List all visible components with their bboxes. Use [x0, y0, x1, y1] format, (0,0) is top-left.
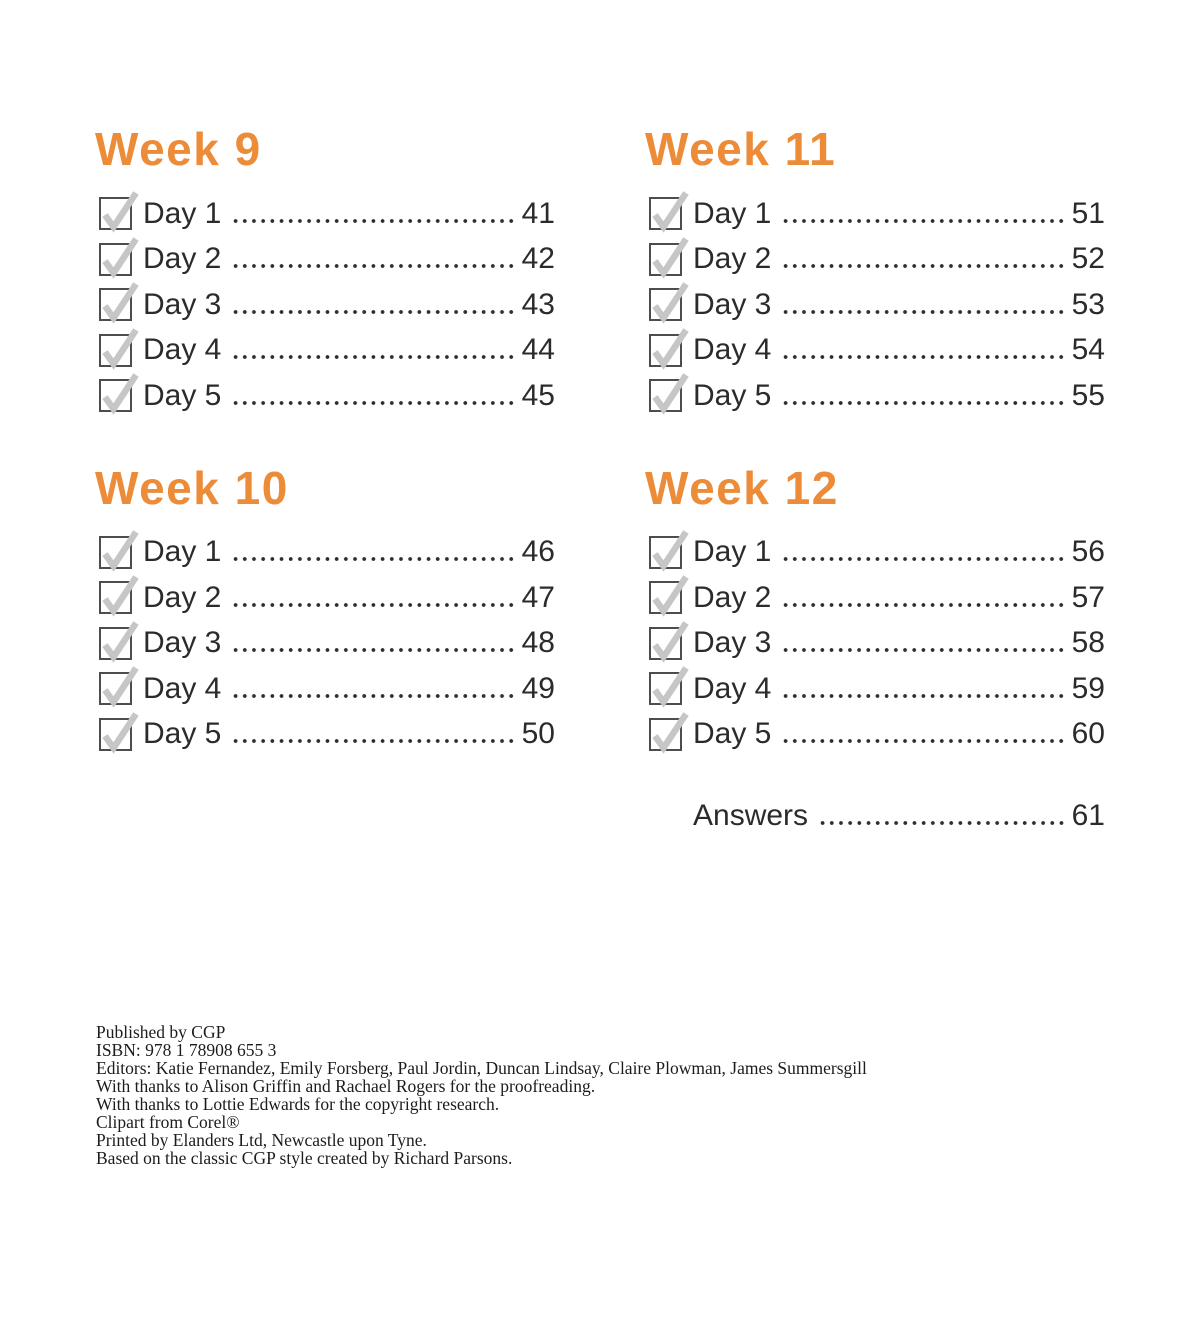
- entry-page: 54: [1071, 333, 1105, 367]
- toc-entry: [645, 191, 1105, 237]
- footer-editors: Editors: Katie Fernandez, Emily Forsberg, Paul Jordin, Duncan Lindsay, Claire Plowman, James Summersgill: [96, 1058, 867, 1078]
- dotted-leader: [231, 625, 517, 661]
- checkmark-icon: [649, 234, 691, 280]
- dotted-leader: [231, 580, 517, 616]
- answers-label: Answers: [693, 798, 809, 832]
- toc-entry: [645, 621, 1105, 667]
- checkbox-icon[interactable]: [649, 379, 682, 412]
- entry-label: Day 4: [693, 333, 772, 367]
- toc-entry: [645, 237, 1105, 283]
- entry-page: 47: [521, 580, 555, 614]
- footer-style-credit: Based on the classic CGP style created by Richard Parsons.: [96, 1148, 513, 1168]
- checkbox-icon[interactable]: [649, 581, 682, 614]
- checkbox-icon[interactable]: [649, 197, 682, 230]
- entry-page: 55: [1071, 378, 1105, 412]
- toc-entry: [95, 666, 555, 712]
- entry-page: 59: [1071, 671, 1105, 705]
- entry-label: Day 2: [143, 242, 222, 276]
- table-of-contents: [95, 123, 1105, 839]
- toc-entry: [645, 373, 1105, 419]
- checkmark-icon: [99, 663, 141, 709]
- checkmark-icon: [99, 188, 141, 234]
- checkmark-icon: [99, 572, 141, 618]
- checkmark-icon: [99, 709, 141, 755]
- entry-page: 51: [1071, 196, 1105, 230]
- checkbox-icon[interactable]: [99, 581, 132, 614]
- dotted-leader: [231, 241, 517, 277]
- entry-page: 48: [521, 626, 555, 660]
- checkmark-icon: [649, 325, 691, 371]
- checkmark-icon: [649, 663, 691, 709]
- footer-isbn: ISBN: 978 1 78908 655 3: [96, 1040, 277, 1060]
- checkbox-icon[interactable]: [99, 718, 132, 751]
- entry-page: 53: [1071, 287, 1105, 321]
- section-title-week-11: Week 11: [645, 123, 837, 175]
- checkbox-icon[interactable]: [649, 536, 682, 569]
- footer-publisher: Published by CGP: [96, 1022, 226, 1042]
- section-week-10: [95, 461, 555, 839]
- dotted-leader: [231, 196, 517, 232]
- entry-page: 43: [521, 287, 555, 321]
- dotted-leader: [781, 625, 1067, 661]
- answers-page: 61: [1071, 798, 1105, 832]
- toc-entry: [95, 712, 555, 758]
- checkbox-icon[interactable]: [649, 334, 682, 367]
- entry-label: Day 5: [693, 717, 772, 751]
- checkmark-icon: [99, 370, 141, 416]
- toc-entry-answers: [645, 793, 1105, 839]
- checkmark-icon: [649, 279, 691, 325]
- section-week-9: [95, 123, 555, 419]
- checkmark-icon: [649, 618, 691, 664]
- toc-entry: [645, 282, 1105, 328]
- dotted-leader: [781, 671, 1067, 707]
- checkmark-icon: [649, 188, 691, 234]
- checkbox-icon[interactable]: [99, 672, 132, 705]
- toc-entry: [95, 530, 555, 576]
- toc-entry: [95, 575, 555, 621]
- footer-clipart-credit: Clipart from Corel®: [96, 1112, 240, 1132]
- checkbox-icon[interactable]: [649, 243, 682, 276]
- toc-entry: [95, 373, 555, 419]
- entry-label: Day 3: [143, 626, 222, 660]
- entry-page: 46: [521, 535, 555, 569]
- imprint-footer: [96, 1023, 1120, 1167]
- section-week-11: [645, 123, 1105, 419]
- checkbox-icon[interactable]: [99, 243, 132, 276]
- toc-entry: [95, 191, 555, 237]
- entry-page: 56: [1071, 535, 1105, 569]
- entry-label: Day 2: [143, 580, 222, 614]
- checkbox-icon[interactable]: [649, 288, 682, 321]
- checkmark-icon: [649, 709, 691, 755]
- entry-page: 44: [521, 333, 555, 367]
- dotted-leader: [781, 287, 1067, 323]
- entry-page: 57: [1071, 580, 1105, 614]
- checkmark-icon: [99, 279, 141, 325]
- entry-page: 41: [521, 196, 555, 230]
- entry-label: Day 3: [693, 626, 772, 660]
- toc-entry: [645, 575, 1105, 621]
- entry-label: Day 5: [143, 378, 222, 412]
- checkbox-icon[interactable]: [99, 379, 132, 412]
- dotted-leader: [231, 534, 517, 570]
- entry-page: 50: [521, 717, 555, 751]
- dotted-leader: [781, 196, 1067, 232]
- dotted-leader: [781, 241, 1067, 277]
- entry-page: 45: [521, 378, 555, 412]
- footer-printer: Printed by Elanders Ltd, Newcastle upon Tyne.: [96, 1130, 427, 1150]
- checkmark-icon: [649, 527, 691, 573]
- checkbox-icon[interactable]: [99, 334, 132, 367]
- dotted-leader: [231, 671, 517, 707]
- entry-page: 49: [521, 671, 555, 705]
- toc-entry: [95, 237, 555, 283]
- entry-label: Day 1: [693, 196, 772, 230]
- dotted-leader: [231, 378, 517, 414]
- entry-label: Day 1: [143, 535, 222, 569]
- checkmark-icon: [99, 618, 141, 664]
- checkmark-icon: [99, 325, 141, 371]
- entry-label: Day 4: [693, 671, 772, 705]
- entry-label: Day 2: [693, 242, 772, 276]
- dotted-leader: [781, 378, 1067, 414]
- section-title-week-12: Week 12: [645, 461, 839, 514]
- checkmark-icon: [649, 572, 691, 618]
- entry-label: Day 5: [143, 717, 222, 751]
- checkbox-icon[interactable]: [99, 627, 132, 660]
- toc-entry: [95, 328, 555, 374]
- toc-entry: [645, 530, 1105, 576]
- checkbox-icon[interactable]: [99, 288, 132, 321]
- toc-entry: [645, 712, 1105, 758]
- toc-entry: [95, 621, 555, 667]
- dotted-leader: [781, 332, 1067, 368]
- checkmark-icon: [99, 527, 141, 573]
- dotted-leader: [231, 716, 517, 752]
- entry-page: 60: [1071, 717, 1105, 751]
- checkbox-icon[interactable]: [99, 536, 132, 569]
- right-column-bottom: [645, 461, 1105, 839]
- entry-label: Day 1: [693, 535, 772, 569]
- section-title-week-10: Week 10: [95, 461, 289, 514]
- entry-label: Day 5: [693, 378, 772, 412]
- dotted-leader: [781, 716, 1067, 752]
- section-title-week-9: Week 9: [95, 123, 262, 175]
- toc-entry: [95, 282, 555, 328]
- checkbox-icon[interactable]: [649, 627, 682, 660]
- dotted-leader: [781, 534, 1067, 570]
- checkmark-icon: [649, 370, 691, 416]
- entry-page: 42: [521, 242, 555, 276]
- entry-label: Day 1: [143, 196, 222, 230]
- dotted-leader: [231, 287, 517, 323]
- dotted-leader: [818, 798, 1068, 834]
- entry-label: Day 4: [143, 333, 222, 367]
- toc-entry: [645, 666, 1105, 712]
- footer-proofreading-credit: With thanks to Alison Griffin and Rachael Rogers for the proofreading.: [96, 1076, 596, 1096]
- checkbox-icon[interactable]: [649, 672, 682, 705]
- dotted-leader: [231, 332, 517, 368]
- entry-label: Day 3: [693, 287, 772, 321]
- section-week-12: [645, 461, 1105, 758]
- entry-label: Day 3: [143, 287, 222, 321]
- toc-entry: [645, 328, 1105, 374]
- entry-page: 52: [1071, 242, 1105, 276]
- dotted-leader: [781, 580, 1067, 616]
- footer-copyright-credit: With thanks to Lottie Edwards for the copyright research.: [96, 1094, 500, 1114]
- checkmark-icon: [99, 234, 141, 280]
- entry-label: Day 4: [143, 671, 222, 705]
- checkbox-icon[interactable]: [649, 718, 682, 751]
- entry-label: Day 2: [693, 580, 772, 614]
- entry-page: 58: [1071, 626, 1105, 660]
- checkbox-icon[interactable]: [99, 197, 132, 230]
